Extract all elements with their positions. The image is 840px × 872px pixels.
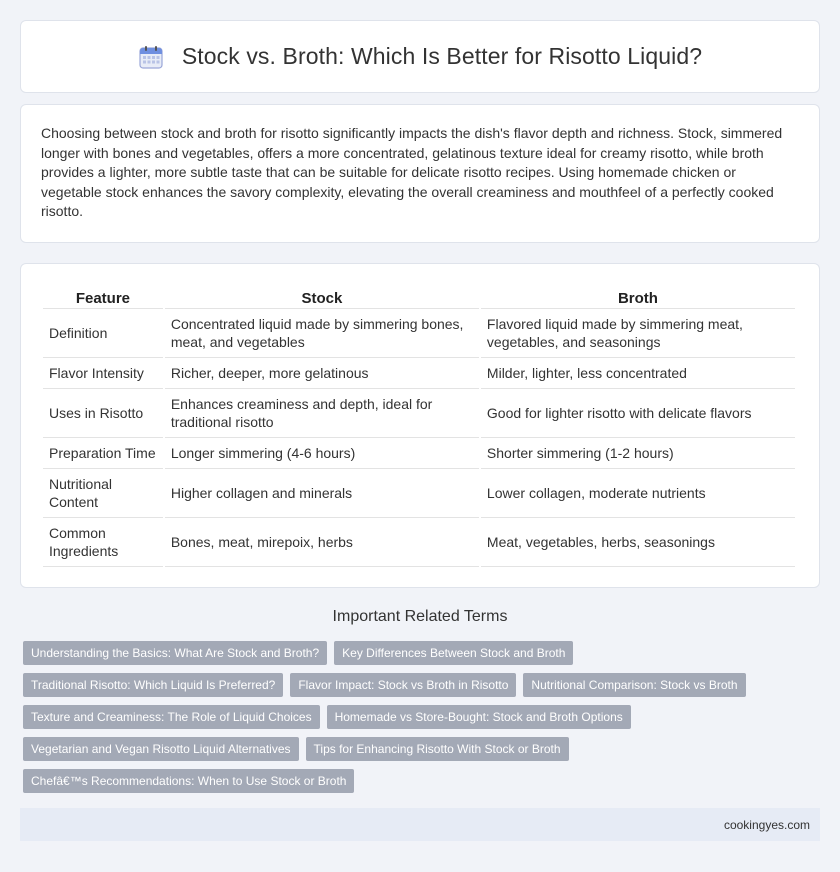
calendar-icon [138,44,164,70]
feature-cell: Nutritional Content [43,469,163,518]
header-feature: Feature [43,285,163,309]
table-row [43,389,795,438]
comparison-table-card [20,263,820,588]
table-row [43,469,795,518]
title-wrap [138,43,702,70]
stock-cell: Bones, meat, mirepoix, herbs [165,518,479,567]
table-row [43,518,795,567]
stock-cell: Higher collagen and minerals [165,469,479,518]
broth-cell: Meat, vegetables, herbs, seasonings [481,518,795,567]
broth-cell: Flavored liquid made by simmering meat, vegetables, and seasonings [481,309,795,358]
broth-cell: Shorter simmering (1-2 hours) [481,438,795,469]
related-term-tag[interactable]: Chefâ€™s Recommendations: When to Use Stock or Broth [23,769,354,793]
related-term-tag[interactable]: Tips for Enhancing Risotto With Stock or Broth [306,737,569,761]
stock-cell: Longer simmering (4-6 hours) [165,438,479,469]
broth-cell: Milder, lighter, less concentrated [481,358,795,389]
page-title: Stock vs. Broth: Which Is Better for Risotto Liquid? [181,43,703,69]
intro-card [20,104,820,243]
related-term-tag[interactable]: Key Differences Between Stock and Broth [334,641,573,665]
table-row [43,358,795,389]
comparison-table [41,285,797,567]
feature-cell: Definition [43,309,163,358]
feature-cell: Uses in Risotto [43,389,163,438]
related-terms-list [23,641,813,801]
header-broth: Broth [481,285,795,309]
related-term-tag[interactable]: Homemade vs Store-Bought: Stock and Broth Options [327,705,631,729]
related-term-tag[interactable]: Understanding the Basics: What Are Stock and Broth? [23,641,327,665]
related-terms-title: Important Related Terms [332,608,508,625]
broth-cell: Lower collagen, moderate nutrients [481,469,795,518]
related-term-tag[interactable]: Texture and Creaminess: The Role of Liquid Choices [23,705,320,729]
feature-cell: Preparation Time [43,438,163,469]
stock-cell: Concentrated liquid made by simmering bones, meat, and vegetables [165,309,479,358]
related-term-tag[interactable]: Nutritional Comparison: Stock vs Broth [523,673,745,697]
related-term-tag[interactable]: Vegetarian and Vegan Risotto Liquid Alternatives [23,737,299,761]
stock-cell: Richer, deeper, more gelatinous [165,358,479,389]
table-row [43,438,795,469]
footer-site-link[interactable]: cookingyes.com [723,817,810,832]
broth-cell: Good for lighter risotto with delicate flavors [481,389,795,438]
feature-cell: Common Ingredients [43,518,163,567]
intro-paragraph: Choosing between stock and broth for risotto significantly impacts the dish's flavor depth and richness. Stock, simmered longer with bones and vegetables, offers a more concentrated, gelatinous texture ideal for creamy risotto, while broth provides a lighter, more subtle taste that can be suitable for delicate risotto recipes. Using homemade chicken or vegetable stock enhances the savory complexity, elevating the overall creaminess and mouthfeel of a perfectly cooked risotto. [41,125,783,219]
header-card [20,20,820,93]
stock-cell: Enhances creaminess and depth, ideal for traditional risotto [165,389,479,438]
feature-cell: Flavor Intensity [43,358,163,389]
related-term-tag[interactable]: Flavor Impact: Stock vs Broth in Risotto [290,673,516,697]
related-term-tag[interactable]: Traditional Risotto: Which Liquid Is Preferred? [23,673,283,697]
table-row [43,309,795,358]
header-stock: Stock [165,285,479,309]
footer [20,808,820,841]
table-header-row [43,285,795,309]
